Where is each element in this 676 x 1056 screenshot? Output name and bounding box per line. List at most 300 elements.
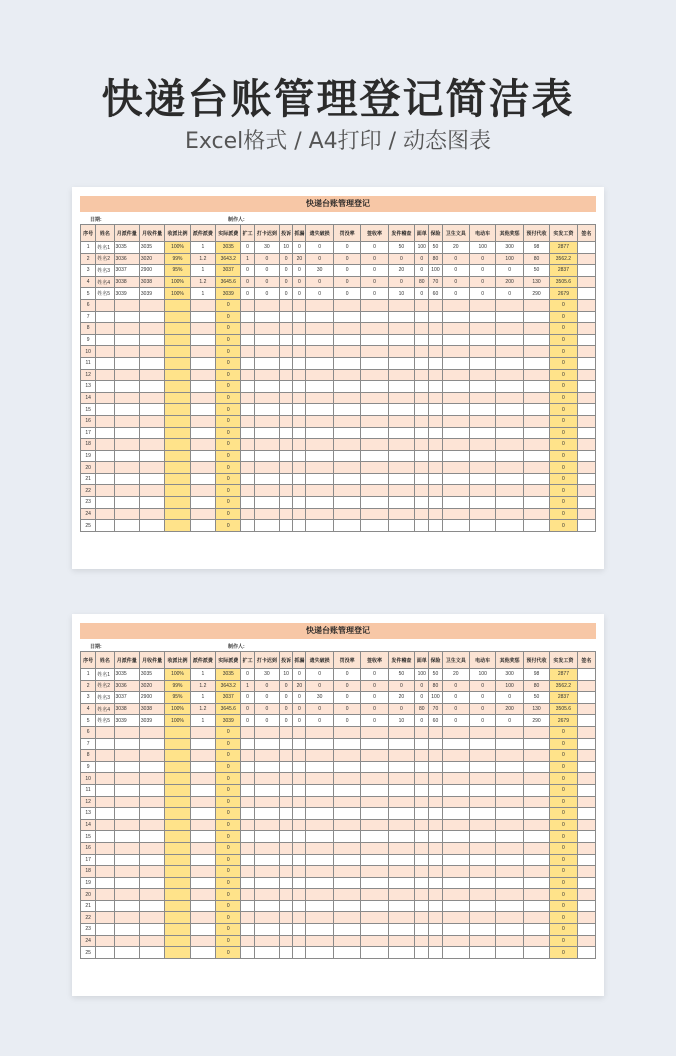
table-cell[interactable] xyxy=(577,715,595,727)
table-cell[interactable] xyxy=(139,796,164,808)
table-cell[interactable]: 3038 xyxy=(139,276,164,288)
table-cell[interactable] xyxy=(523,439,549,451)
table-cell[interactable] xyxy=(114,808,139,820)
table-cell[interactable] xyxy=(577,877,595,889)
table-cell[interactable]: 0 xyxy=(550,497,577,509)
table-cell[interactable] xyxy=(280,520,293,532)
table-cell[interactable] xyxy=(114,473,139,485)
table-cell[interactable] xyxy=(496,450,523,462)
table-cell[interactable] xyxy=(96,508,114,520)
table-cell[interactable]: 15 xyxy=(81,404,96,416)
table-cell[interactable]: 8 xyxy=(81,323,96,335)
table-cell[interactable] xyxy=(388,346,414,358)
table-cell[interactable]: 0 xyxy=(361,288,388,300)
table-cell[interactable] xyxy=(190,947,215,959)
table-cell[interactable] xyxy=(429,381,442,393)
table-cell[interactable] xyxy=(442,381,469,393)
table-cell[interactable] xyxy=(280,404,293,416)
table-cell[interactable]: 0 xyxy=(469,276,495,288)
table-cell[interactable]: 50 xyxy=(388,242,414,254)
table-cell[interactable]: 0 xyxy=(388,703,414,715)
table-cell[interactable] xyxy=(241,738,254,750)
table-cell[interactable] xyxy=(429,773,442,785)
table-cell[interactable] xyxy=(190,842,215,854)
table-cell[interactable] xyxy=(442,427,469,439)
table-cell[interactable]: 0 xyxy=(241,265,254,277)
table-cell[interactable] xyxy=(469,889,495,901)
table-cell[interactable]: 0 xyxy=(361,242,388,254)
table-cell[interactable] xyxy=(361,357,388,369)
table-cell[interactable]: 1.2 xyxy=(190,703,215,715)
table-cell[interactable] xyxy=(429,508,442,520)
table-cell[interactable]: 0 xyxy=(216,404,241,416)
table-cell[interactable] xyxy=(469,854,495,866)
table-cell[interactable]: 0 xyxy=(280,703,293,715)
table-cell[interactable] xyxy=(361,311,388,323)
table-cell[interactable] xyxy=(293,439,306,451)
table-cell[interactable] xyxy=(165,808,190,820)
table-cell[interactable] xyxy=(496,485,523,497)
table-cell[interactable] xyxy=(577,726,595,738)
table-cell[interactable]: 9 xyxy=(81,334,96,346)
table-cell[interactable]: 0 xyxy=(216,924,241,936)
table-cell[interactable] xyxy=(254,323,279,335)
table-cell[interactable]: 0 xyxy=(216,796,241,808)
table-cell[interactable] xyxy=(139,415,164,427)
table-cell[interactable]: 0 xyxy=(550,334,577,346)
table-cell[interactable] xyxy=(415,738,429,750)
table-cell[interactable] xyxy=(165,761,190,773)
table-cell[interactable] xyxy=(96,773,114,785)
table-cell[interactable] xyxy=(254,415,279,427)
table-cell[interactable] xyxy=(165,439,190,451)
table-cell[interactable] xyxy=(429,854,442,866)
table-cell[interactable]: 3039 xyxy=(114,715,139,727)
table-cell[interactable] xyxy=(361,299,388,311)
table-cell[interactable]: 20 xyxy=(388,265,414,277)
table-cell[interactable] xyxy=(241,773,254,785)
table-cell[interactable]: 0 xyxy=(550,346,577,358)
table-cell[interactable] xyxy=(293,473,306,485)
table-cell[interactable] xyxy=(429,877,442,889)
table-cell[interactable] xyxy=(415,450,429,462)
table-cell[interactable] xyxy=(442,404,469,416)
table-cell[interactable] xyxy=(280,842,293,854)
table-cell[interactable] xyxy=(442,738,469,750)
table-cell[interactable] xyxy=(190,935,215,947)
table-cell[interactable] xyxy=(496,831,523,843)
table-cell[interactable] xyxy=(429,808,442,820)
table-cell[interactable] xyxy=(254,784,279,796)
table-cell[interactable]: 0 xyxy=(254,265,279,277)
table-cell[interactable] xyxy=(190,508,215,520)
table-cell[interactable] xyxy=(139,831,164,843)
table-cell[interactable] xyxy=(442,854,469,866)
table-cell[interactable]: 0 xyxy=(550,381,577,393)
table-cell[interactable] xyxy=(523,299,549,311)
table-cell[interactable]: 3037 xyxy=(114,692,139,704)
table-cell[interactable] xyxy=(293,462,306,474)
table-cell[interactable] xyxy=(241,726,254,738)
table-cell[interactable] xyxy=(190,819,215,831)
table-cell[interactable] xyxy=(388,726,414,738)
table-cell[interactable]: 100 xyxy=(469,242,495,254)
table-cell[interactable] xyxy=(496,415,523,427)
table-cell[interactable] xyxy=(241,462,254,474)
table-cell[interactable]: 80 xyxy=(523,680,549,692)
table-cell[interactable]: 0 xyxy=(216,497,241,509)
table-cell[interactable] xyxy=(96,819,114,831)
table-cell[interactable] xyxy=(165,796,190,808)
table-cell[interactable] xyxy=(306,485,333,497)
table-cell[interactable] xyxy=(388,311,414,323)
table-cell[interactable] xyxy=(415,404,429,416)
table-cell[interactable]: 0 xyxy=(333,680,360,692)
table-cell[interactable] xyxy=(280,726,293,738)
table-cell[interactable] xyxy=(96,334,114,346)
table-cell[interactable] xyxy=(429,912,442,924)
table-cell[interactable] xyxy=(280,854,293,866)
table-cell[interactable]: 3038 xyxy=(139,703,164,715)
table-cell[interactable] xyxy=(361,773,388,785)
table-cell[interactable]: 1.2 xyxy=(190,680,215,692)
table-cell[interactable] xyxy=(388,381,414,393)
table-cell[interactable]: 16 xyxy=(81,842,96,854)
table-cell[interactable] xyxy=(114,520,139,532)
table-cell[interactable] xyxy=(96,761,114,773)
table-cell[interactable]: 50 xyxy=(429,242,442,254)
table-cell[interactable] xyxy=(429,450,442,462)
table-cell[interactable] xyxy=(280,900,293,912)
table-cell[interactable] xyxy=(429,924,442,936)
table-cell[interactable]: 13 xyxy=(81,808,96,820)
table-cell[interactable] xyxy=(254,761,279,773)
table-cell[interactable]: 2679 xyxy=(550,288,577,300)
table-cell[interactable]: 22 xyxy=(81,485,96,497)
table-cell[interactable] xyxy=(306,924,333,936)
table-cell[interactable] xyxy=(388,877,414,889)
table-cell[interactable] xyxy=(415,866,429,878)
table-cell[interactable] xyxy=(96,738,114,750)
table-cell[interactable]: 0 xyxy=(550,750,577,762)
table-cell[interactable] xyxy=(577,784,595,796)
table-cell[interactable] xyxy=(429,323,442,335)
table-cell[interactable]: 300 xyxy=(496,242,523,254)
table-cell[interactable]: 0 xyxy=(306,715,333,727)
table-cell[interactable] xyxy=(293,889,306,901)
table-cell[interactable] xyxy=(469,900,495,912)
table-cell[interactable] xyxy=(469,311,495,323)
table-cell[interactable] xyxy=(165,404,190,416)
table-cell[interactable] xyxy=(293,866,306,878)
table-cell[interactable] xyxy=(306,854,333,866)
table-cell[interactable] xyxy=(293,323,306,335)
table-cell[interactable] xyxy=(165,773,190,785)
table-cell[interactable] xyxy=(523,935,549,947)
table-cell[interactable] xyxy=(293,311,306,323)
table-cell[interactable] xyxy=(139,520,164,532)
table-cell[interactable]: 0 xyxy=(333,703,360,715)
table-cell[interactable] xyxy=(114,497,139,509)
table-cell[interactable] xyxy=(165,311,190,323)
table-cell[interactable] xyxy=(361,381,388,393)
table-cell[interactable] xyxy=(190,750,215,762)
table-cell[interactable] xyxy=(165,462,190,474)
table-cell[interactable] xyxy=(361,415,388,427)
table-cell[interactable] xyxy=(165,738,190,750)
table-cell[interactable] xyxy=(165,784,190,796)
table-cell[interactable] xyxy=(496,842,523,854)
table-cell[interactable] xyxy=(415,831,429,843)
table-cell[interactable] xyxy=(293,796,306,808)
table-cell[interactable] xyxy=(96,750,114,762)
table-cell[interactable]: 2 xyxy=(81,253,96,265)
table-cell[interactable] xyxy=(96,462,114,474)
table-cell[interactable] xyxy=(415,784,429,796)
table-cell[interactable] xyxy=(442,819,469,831)
table-cell[interactable]: 25 xyxy=(81,520,96,532)
table-cell[interactable]: 0 xyxy=(442,276,469,288)
table-cell[interactable] xyxy=(442,508,469,520)
table-cell[interactable]: 0 xyxy=(333,253,360,265)
table-cell[interactable] xyxy=(415,323,429,335)
table-cell[interactable] xyxy=(306,439,333,451)
table-cell[interactable] xyxy=(469,866,495,878)
table-cell[interactable] xyxy=(496,726,523,738)
table-cell[interactable] xyxy=(114,750,139,762)
table-cell[interactable] xyxy=(523,726,549,738)
table-cell[interactable]: 1 xyxy=(190,265,215,277)
table-cell[interactable] xyxy=(429,439,442,451)
table-cell[interactable] xyxy=(415,334,429,346)
table-cell[interactable] xyxy=(254,947,279,959)
table-cell[interactable] xyxy=(139,773,164,785)
table-cell[interactable]: 95% xyxy=(165,692,190,704)
table-cell[interactable] xyxy=(139,485,164,497)
table-cell[interactable] xyxy=(496,404,523,416)
table-cell[interactable] xyxy=(139,935,164,947)
table-cell[interactable]: 1 xyxy=(190,288,215,300)
table-cell[interactable]: 3035 xyxy=(216,242,241,254)
table-cell[interactable] xyxy=(165,473,190,485)
table-cell[interactable] xyxy=(429,761,442,773)
table-cell[interactable] xyxy=(293,415,306,427)
table-cell[interactable]: 0 xyxy=(550,784,577,796)
table-cell[interactable] xyxy=(241,761,254,773)
table-cell[interactable] xyxy=(254,912,279,924)
table-cell[interactable] xyxy=(114,439,139,451)
table-cell[interactable] xyxy=(96,323,114,335)
table-cell[interactable]: 3036 xyxy=(114,253,139,265)
table-cell[interactable] xyxy=(96,796,114,808)
table-cell[interactable]: 0 xyxy=(280,288,293,300)
table-cell[interactable] xyxy=(254,889,279,901)
table-cell[interactable] xyxy=(429,900,442,912)
table-cell[interactable] xyxy=(523,947,549,959)
table-cell[interactable] xyxy=(306,808,333,820)
table-cell[interactable]: 0 xyxy=(216,831,241,843)
table-cell[interactable] xyxy=(388,497,414,509)
table-cell[interactable] xyxy=(114,842,139,854)
table-cell[interactable] xyxy=(306,750,333,762)
table-cell[interactable] xyxy=(523,900,549,912)
table-cell[interactable]: 0 xyxy=(216,381,241,393)
table-cell[interactable] xyxy=(139,439,164,451)
table-cell[interactable]: 3562.2 xyxy=(550,253,577,265)
table-cell[interactable]: 3039 xyxy=(139,715,164,727)
table-cell[interactable] xyxy=(577,947,595,959)
table-cell[interactable]: 0 xyxy=(550,473,577,485)
table-cell[interactable]: 100% xyxy=(165,703,190,715)
table-cell[interactable]: 姓名3 xyxy=(96,265,114,277)
table-cell[interactable]: 0 xyxy=(550,323,577,335)
table-cell[interactable] xyxy=(96,427,114,439)
table-cell[interactable]: 30 xyxy=(254,669,279,681)
table-cell[interactable] xyxy=(241,842,254,854)
table-cell[interactable] xyxy=(361,924,388,936)
table-cell[interactable] xyxy=(306,889,333,901)
table-cell[interactable] xyxy=(139,369,164,381)
table-cell[interactable] xyxy=(523,508,549,520)
table-cell[interactable] xyxy=(280,473,293,485)
table-cell[interactable] xyxy=(165,334,190,346)
table-cell[interactable] xyxy=(165,485,190,497)
table-cell[interactable] xyxy=(388,508,414,520)
table-cell[interactable] xyxy=(254,819,279,831)
table-cell[interactable] xyxy=(361,854,388,866)
table-cell[interactable]: 0 xyxy=(469,253,495,265)
table-cell[interactable]: 0 xyxy=(550,924,577,936)
table-cell[interactable] xyxy=(165,346,190,358)
table-cell[interactable] xyxy=(388,831,414,843)
table-cell[interactable]: 0 xyxy=(216,520,241,532)
table-cell[interactable]: 0 xyxy=(306,669,333,681)
table-cell[interactable] xyxy=(469,726,495,738)
table-cell[interactable] xyxy=(96,369,114,381)
table-cell[interactable] xyxy=(442,520,469,532)
table-cell[interactable] xyxy=(190,831,215,843)
table-cell[interactable]: 0 xyxy=(550,935,577,947)
table-cell[interactable]: 0 xyxy=(280,276,293,288)
table-cell[interactable] xyxy=(241,808,254,820)
table-cell[interactable] xyxy=(429,738,442,750)
table-cell[interactable] xyxy=(415,877,429,889)
table-cell[interactable] xyxy=(293,497,306,509)
table-cell[interactable]: 1 xyxy=(190,692,215,704)
table-cell[interactable] xyxy=(469,796,495,808)
table-cell[interactable] xyxy=(293,726,306,738)
table-cell[interactable] xyxy=(469,404,495,416)
table-cell[interactable] xyxy=(429,473,442,485)
table-cell[interactable] xyxy=(114,761,139,773)
table-cell[interactable] xyxy=(361,369,388,381)
table-cell[interactable] xyxy=(496,323,523,335)
table-cell[interactable] xyxy=(415,473,429,485)
table-cell[interactable] xyxy=(496,369,523,381)
table-cell[interactable] xyxy=(139,761,164,773)
table-cell[interactable] xyxy=(293,761,306,773)
table-cell[interactable] xyxy=(577,392,595,404)
table-cell[interactable]: 22 xyxy=(81,912,96,924)
table-cell[interactable] xyxy=(523,404,549,416)
table-cell[interactable]: 2877 xyxy=(550,669,577,681)
table-cell[interactable] xyxy=(114,404,139,416)
table-cell[interactable] xyxy=(333,427,360,439)
table-cell[interactable] xyxy=(523,889,549,901)
table-cell[interactable] xyxy=(333,381,360,393)
table-cell[interactable] xyxy=(114,450,139,462)
table-cell[interactable]: 0 xyxy=(388,253,414,265)
table-cell[interactable]: 0 xyxy=(241,692,254,704)
table-cell[interactable]: 0 xyxy=(306,288,333,300)
table-cell[interactable] xyxy=(114,935,139,947)
table-cell[interactable]: 100 xyxy=(429,265,442,277)
table-cell[interactable] xyxy=(254,485,279,497)
table-cell[interactable]: 10 xyxy=(388,288,414,300)
table-cell[interactable]: 0 xyxy=(361,265,388,277)
table-cell[interactable]: 20 xyxy=(81,462,96,474)
table-cell[interactable]: 0 xyxy=(241,242,254,254)
table-cell[interactable] xyxy=(333,415,360,427)
table-cell[interactable] xyxy=(523,773,549,785)
table-cell[interactable] xyxy=(388,392,414,404)
table-cell[interactable] xyxy=(388,889,414,901)
table-cell[interactable]: 14 xyxy=(81,819,96,831)
table-cell[interactable] xyxy=(388,462,414,474)
table-cell[interactable] xyxy=(415,842,429,854)
table-cell[interactable]: 0 xyxy=(361,703,388,715)
table-cell[interactable] xyxy=(361,947,388,959)
table-cell[interactable]: 0 xyxy=(241,715,254,727)
table-cell[interactable] xyxy=(241,381,254,393)
table-cell[interactable]: 17 xyxy=(81,854,96,866)
table-cell[interactable] xyxy=(241,750,254,762)
table-cell[interactable] xyxy=(388,439,414,451)
table-cell[interactable] xyxy=(293,935,306,947)
table-cell[interactable] xyxy=(280,450,293,462)
table-cell[interactable] xyxy=(190,323,215,335)
table-cell[interactable]: 2900 xyxy=(139,265,164,277)
table-cell[interactable] xyxy=(280,750,293,762)
table-cell[interactable]: 10 xyxy=(280,669,293,681)
table-cell[interactable]: 0 xyxy=(216,889,241,901)
table-cell[interactable]: 0 xyxy=(216,311,241,323)
table-cell[interactable] xyxy=(139,738,164,750)
table-cell[interactable] xyxy=(577,473,595,485)
table-cell[interactable] xyxy=(280,439,293,451)
table-cell[interactable]: 0 xyxy=(361,276,388,288)
table-cell[interactable]: 16 xyxy=(81,415,96,427)
table-cell[interactable] xyxy=(415,796,429,808)
table-cell[interactable] xyxy=(388,485,414,497)
table-cell[interactable] xyxy=(96,854,114,866)
table-cell[interactable] xyxy=(415,381,429,393)
table-cell[interactable] xyxy=(254,808,279,820)
table-cell[interactable]: 0 xyxy=(216,912,241,924)
table-cell[interactable]: 24 xyxy=(81,935,96,947)
table-cell[interactable] xyxy=(293,750,306,762)
table-cell[interactable] xyxy=(496,392,523,404)
table-cell[interactable] xyxy=(442,439,469,451)
table-cell[interactable] xyxy=(361,346,388,358)
table-cell[interactable] xyxy=(388,738,414,750)
table-cell[interactable] xyxy=(361,462,388,474)
table-cell[interactable] xyxy=(190,404,215,416)
table-cell[interactable] xyxy=(190,808,215,820)
table-cell[interactable] xyxy=(523,912,549,924)
table-cell[interactable]: 0 xyxy=(333,715,360,727)
table-cell[interactable] xyxy=(114,462,139,474)
